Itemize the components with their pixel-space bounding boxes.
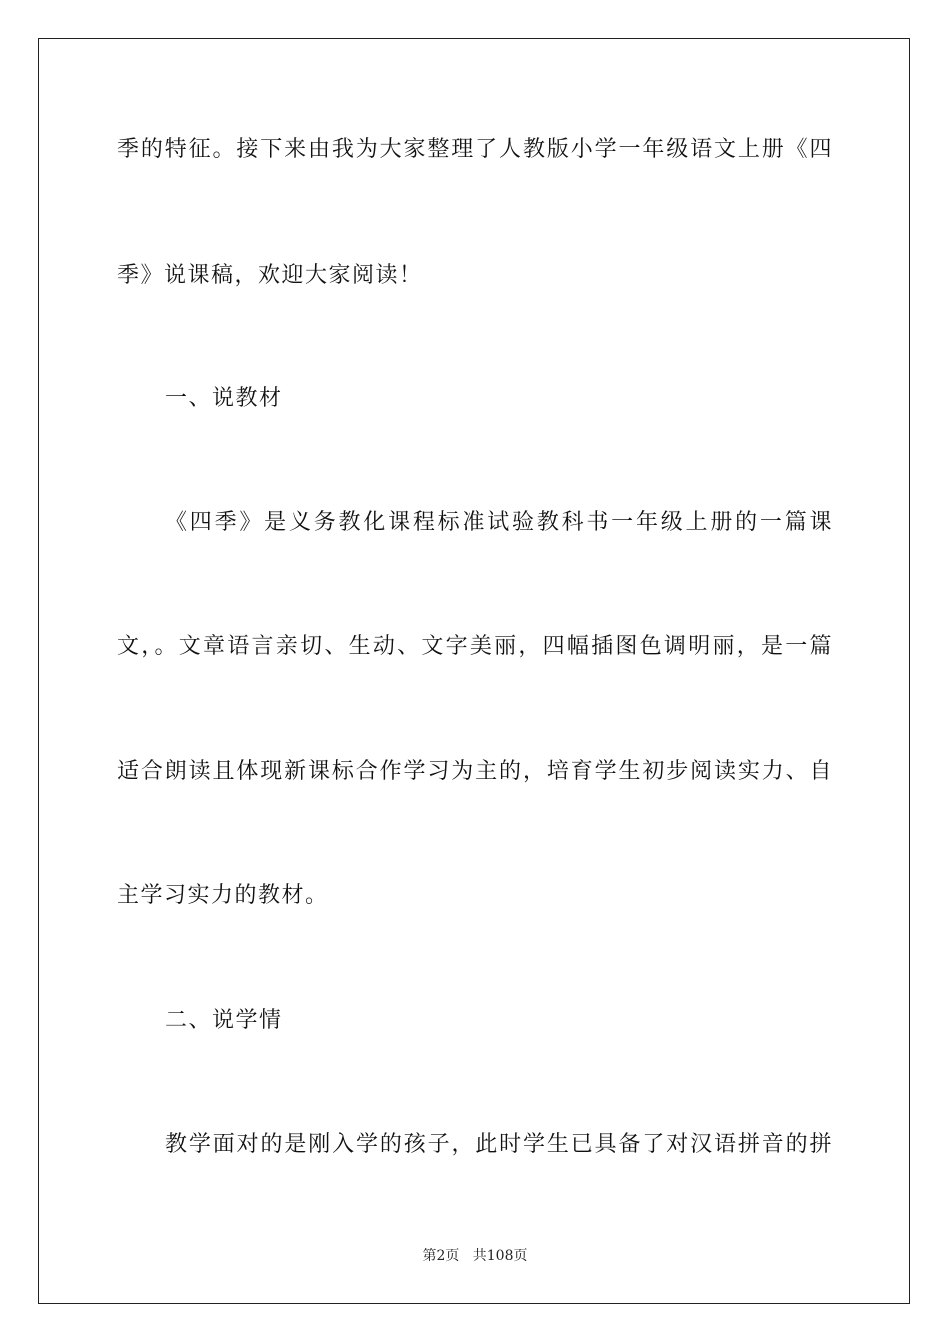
students-paragraph-line-1: 教学面对的是刚入学的孩子，此时学生已具备了对汉语拼音的拼 [165, 1132, 833, 1157]
intro-line-1: 季的特征。接下来由我为大家整理了人教版小学一年级语文上册《四 [117, 137, 833, 162]
page-footer [0, 1247, 950, 1265]
textbook-paragraph-line-4: 主学习实力的教材。 [117, 883, 329, 908]
section-heading-students: 二、说学情 [165, 1008, 283, 1033]
textbook-paragraph-line-1: 《四季》是义务教化课程标准试验教科书一年级上册的一篇课 [165, 510, 833, 535]
page-number: 第2页 [422, 1248, 460, 1264]
page-border [38, 38, 910, 1304]
intro-line-2: 季》说课稿，欢迎大家阅读！ [117, 263, 423, 288]
textbook-paragraph-line-3: 适合朗读且体现新课标合作学习为主的，培育学生初步阅读实力、自 [117, 759, 833, 784]
textbook-paragraph-line-2: 文，。文章语言亲切、生动、文字美丽，四幅插图色调明丽，是一篇 [117, 634, 833, 659]
section-heading-textbook: 一、说教材 [165, 386, 283, 411]
page-total: 共108页 [472, 1248, 528, 1264]
